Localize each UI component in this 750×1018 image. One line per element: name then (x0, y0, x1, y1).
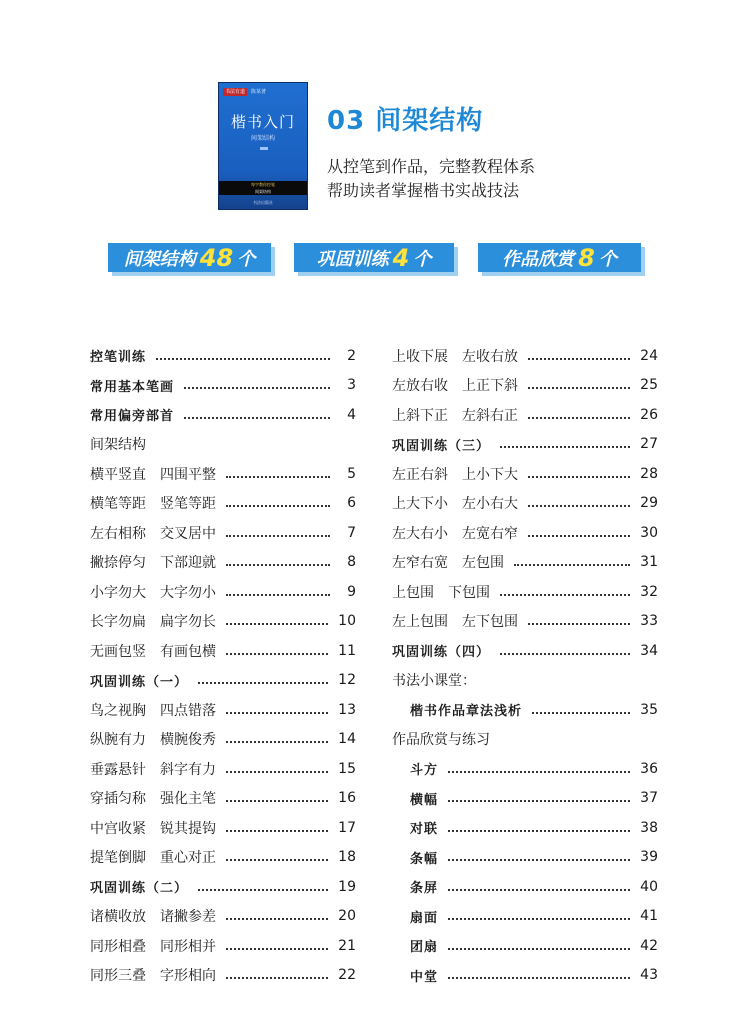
toc-entry-label: 巩固训练（一） (90, 674, 189, 690)
toc-leader-dots (226, 712, 328, 714)
toc-leader-dots (184, 417, 330, 419)
toc-entry-label: 左大右小 左宽右窄 (392, 525, 518, 542)
cover-band-line1: 每字教你控笔 (251, 182, 275, 187)
toc-entry (90, 341, 356, 371)
toc-leader-dots (528, 417, 630, 419)
toc-leader-dots (156, 358, 330, 360)
badge-count: 48 (199, 243, 234, 272)
toc-leader-dots (448, 859, 630, 861)
toc-entry (90, 843, 356, 873)
toc-leader-dots (448, 800, 630, 802)
toc-entry (90, 902, 356, 932)
toc-page-number: 9 (347, 583, 356, 600)
toc-page-number: 38 (640, 819, 658, 836)
section-desc-line1: 从控笔到作品，完整教程体系 (327, 157, 536, 176)
toc-entry (392, 577, 658, 607)
toc-leader-dots (528, 505, 630, 507)
toc-entry-label: 条幅 (410, 851, 439, 867)
toc-entry-label: 同形相叠 同形相并 (90, 938, 216, 955)
toc-entry (90, 784, 356, 814)
cover-band-line2: 间架结构 (255, 189, 271, 194)
toc-page-number: 33 (640, 613, 658, 630)
toc-leader-dots (226, 859, 328, 861)
toc-entry-label: 左放右收 上正下斜 (392, 378, 518, 395)
toc-entry (392, 695, 658, 725)
toc-leader-dots (226, 535, 330, 537)
toc-entry (392, 371, 658, 401)
toc-leader-dots (528, 535, 630, 537)
toc-entry (392, 725, 658, 755)
toc-page-number: 34 (640, 642, 658, 659)
toc-entry-label: 对联 (410, 822, 439, 838)
toc-page-number: 10 (338, 613, 356, 630)
toc-leader-dots (226, 977, 328, 979)
toc-entry-label: 诸横收放 诸撇参差 (90, 909, 216, 926)
cover-topbar (223, 87, 303, 96)
toc-entry (90, 961, 356, 991)
toc-leader-dots (184, 387, 330, 389)
toc-entry (90, 548, 356, 578)
toc-page-number: 25 (640, 377, 658, 394)
toc-entry-label: 上大下小 左小右大 (392, 496, 518, 513)
badge-unit: 个 (237, 248, 256, 270)
toc-leader-dots (226, 564, 330, 566)
toc-entry (90, 577, 356, 607)
toc-entry-label: 巩固训练（二） (90, 881, 189, 897)
toc-page-number: 20 (338, 908, 356, 925)
section-title (327, 100, 483, 137)
cover-publisher: 书法有道 (225, 88, 246, 95)
toc-leader-dots (448, 918, 630, 920)
toc-entry (90, 813, 356, 843)
section-desc-line2: 帮助读者掌握楷书实战技法 (327, 181, 520, 200)
toc-page-number: 41 (640, 908, 658, 925)
toc-leader-dots (226, 800, 328, 802)
section-description (327, 155, 535, 203)
toc-page-number: 16 (338, 790, 356, 807)
toc-page-number: 14 (338, 731, 356, 748)
toc-entry (90, 400, 356, 430)
badge-structures (108, 243, 271, 272)
toc-entry-label: 垂露悬针 斜字有力 (90, 761, 216, 778)
toc-entry (90, 518, 356, 548)
toc-entry (90, 607, 356, 637)
toc-leader-dots (448, 830, 630, 832)
toc-page-number: 26 (640, 406, 658, 423)
toc-page-number: 40 (640, 878, 658, 895)
toc-entry (90, 931, 356, 961)
toc-entry-label: 横笔等距 竖笔等距 (90, 496, 216, 513)
toc-entry (392, 400, 658, 430)
toc-page-number: 27 (640, 436, 658, 453)
toc-entry (90, 754, 356, 784)
toc-entry (392, 902, 658, 932)
toc-entry (90, 489, 356, 519)
toc-entry (392, 518, 658, 548)
toc-leader-dots (226, 505, 330, 507)
toc-entry-label: 书法小课堂： (392, 673, 476, 690)
toc-page-number: 28 (640, 465, 658, 482)
toc-leader-dots (226, 594, 330, 596)
toc-page-number: 12 (338, 672, 356, 689)
toc-leader-dots (226, 476, 330, 478)
toc-page-number: 8 (347, 554, 356, 571)
toc-entry (392, 607, 658, 637)
toc-entry-label: 小字勿大 大字勿小 (90, 584, 216, 601)
toc-page-number: 6 (347, 495, 356, 512)
toc-leader-dots (532, 712, 630, 714)
toc-entry-label: 常用偏旁部首 (90, 409, 175, 425)
toc-entry-label: 巩固训练（四） (392, 645, 491, 661)
toc-entry-label: 中堂 (410, 969, 439, 985)
toc-leader-dots (514, 564, 630, 566)
toc-page-number: 32 (640, 583, 658, 600)
toc-page-number: 35 (640, 701, 658, 718)
toc-leader-dots (226, 653, 328, 655)
toc-leader-dots (226, 741, 328, 743)
section-title-text: 间架结构 (375, 106, 484, 136)
toc-leader-dots (198, 889, 328, 891)
toc-entry-label: 左上包围 左下包围 (392, 614, 518, 631)
toc-entry (392, 813, 658, 843)
toc-page-number: 17 (338, 819, 356, 836)
toc-page-number: 31 (640, 554, 658, 571)
toc-page-number: 18 (338, 849, 356, 866)
toc-entry-label: 左窄右宽 左包围 (392, 555, 504, 572)
toc-entry (392, 754, 658, 784)
badge-count: 8 (578, 243, 595, 272)
toc-leader-dots (448, 977, 630, 979)
toc-entry (90, 695, 356, 725)
toc-leader-dots (528, 358, 630, 360)
toc-entry-label: 常用基本笔画 (90, 379, 175, 395)
toc-entry-label: 条屏 (410, 881, 439, 897)
toc-entry-label: 提笔倒脚 重心对正 (90, 850, 216, 867)
toc-entry (90, 872, 356, 902)
toc-entry (392, 872, 658, 902)
toc-entry-label: 无画包竖 有画包横 (90, 643, 216, 660)
toc-entry-label: 横幅 (410, 792, 439, 808)
toc-page-number: 5 (347, 465, 356, 482)
toc-entry-label: 长字勿扁 扁字勿长 (90, 614, 216, 631)
toc-entry-label: 巩固训练（三） (392, 438, 491, 454)
toc-entry-label: 左正右斜 上小下大 (392, 466, 518, 483)
toc-entry-label: 同形三叠 字形相向 (90, 968, 216, 985)
toc-left-column (90, 341, 356, 990)
toc-entry-label: 楷书作品章法浅析 (410, 704, 523, 720)
toc-entry-label: 控笔训练 (90, 350, 147, 366)
badge-label: 作品欣赏 (502, 248, 575, 270)
book-cover-image (218, 82, 308, 210)
toc-page-number: 39 (640, 849, 658, 866)
badge-training (294, 243, 454, 272)
toc-page-number: 3 (347, 377, 356, 394)
badge-works (478, 243, 641, 272)
toc-entry-label: 横平竖直 四围平整 (90, 466, 216, 483)
toc-page-number: 15 (338, 760, 356, 777)
toc-entry (392, 784, 658, 814)
toc-entry-label: 作品欣赏与练习 (392, 732, 490, 749)
toc-leader-dots (528, 623, 630, 625)
toc-entry-label: 左右相称 交叉居中 (90, 525, 216, 542)
badge-unit: 个 (413, 248, 432, 270)
toc-page-number: 43 (640, 967, 658, 984)
toc-page-number: 2 (347, 347, 356, 364)
toc-entry (392, 489, 658, 519)
toc-entry-label: 纵腕有力 横腕俊秀 (90, 732, 216, 749)
cover-title: 楷书入门 (230, 113, 295, 131)
toc-page-number: 4 (347, 406, 356, 423)
toc-entry (392, 430, 658, 460)
badge-count: 4 (392, 243, 410, 272)
toc-page-number: 22 (338, 967, 356, 984)
toc-leader-dots (226, 948, 328, 950)
toc-leader-dots (448, 771, 630, 773)
toc-entry-label: 穿插匀称 强化主笔 (90, 791, 216, 808)
toc-page-number: 30 (640, 524, 658, 541)
toc-entry-label: 撇捺停匀 下部迎就 (90, 555, 216, 572)
toc-page-number: 37 (640, 790, 658, 807)
toc-entry (392, 931, 658, 961)
toc-entry (90, 459, 356, 489)
toc-page-number: 11 (338, 642, 356, 659)
toc-right-column (392, 341, 658, 990)
toc-entry-label: 中宫收紧 锐其提钩 (90, 820, 216, 837)
toc-page-number: 24 (640, 347, 658, 364)
toc-leader-dots (198, 682, 328, 684)
cover-subtitle: 间架结构 (250, 135, 275, 142)
toc-entry-label: 斗方 (410, 763, 439, 779)
badge-label: 巩固训练 (316, 248, 389, 270)
toc-entry-label: 上包围 下包围 (392, 584, 490, 601)
toc-page-number: 21 (338, 937, 356, 954)
cover-author: 陈某著 (251, 88, 267, 95)
toc-entry (90, 636, 356, 666)
toc-entry-label: 鸟之视胸 四点错落 (90, 702, 216, 719)
toc-leader-dots (226, 830, 328, 832)
section-number: 03 (327, 106, 366, 136)
toc-page-number: 42 (640, 937, 658, 954)
toc-entry (90, 430, 356, 460)
cover-seal (260, 147, 268, 150)
toc-entry-label: 上斜下正 左斜右正 (392, 407, 518, 424)
toc-leader-dots (500, 653, 630, 655)
toc-entry (392, 341, 658, 371)
toc-entry (90, 371, 356, 401)
cover-band (219, 181, 307, 195)
toc-entry (392, 666, 658, 696)
badge-unit: 个 (598, 248, 617, 270)
toc-leader-dots (448, 948, 630, 950)
toc-entry (392, 843, 658, 873)
toc-leader-dots (226, 771, 328, 773)
toc-page-number: 36 (640, 760, 658, 777)
toc-leader-dots (226, 918, 328, 920)
toc-entry (392, 459, 658, 489)
toc-entry-label: 间架结构 (90, 437, 146, 454)
toc-entry (90, 725, 356, 755)
toc-entry (392, 548, 658, 578)
toc-entry-label: 扇面 (410, 910, 439, 926)
toc-page-number: 13 (338, 701, 356, 718)
toc-entry-label: 上收下展 左收右放 (392, 348, 518, 365)
cover-bottom-text: 书法出版社 (253, 200, 273, 205)
toc-leader-dots (500, 446, 630, 448)
badge-label: 间架结构 (123, 248, 196, 270)
toc-page-number: 7 (347, 524, 356, 541)
toc-leader-dots (448, 889, 630, 891)
toc-entry (392, 961, 658, 991)
toc-page-number: 29 (640, 495, 658, 512)
toc-leader-dots (528, 476, 630, 478)
toc-page-number: 19 (338, 878, 356, 895)
toc-entry (90, 666, 356, 696)
toc-leader-dots (226, 623, 328, 625)
toc-entry (392, 636, 658, 666)
toc-entry-label: 团扇 (410, 940, 439, 956)
toc-leader-dots (500, 594, 630, 596)
toc-leader-dots (528, 387, 630, 389)
